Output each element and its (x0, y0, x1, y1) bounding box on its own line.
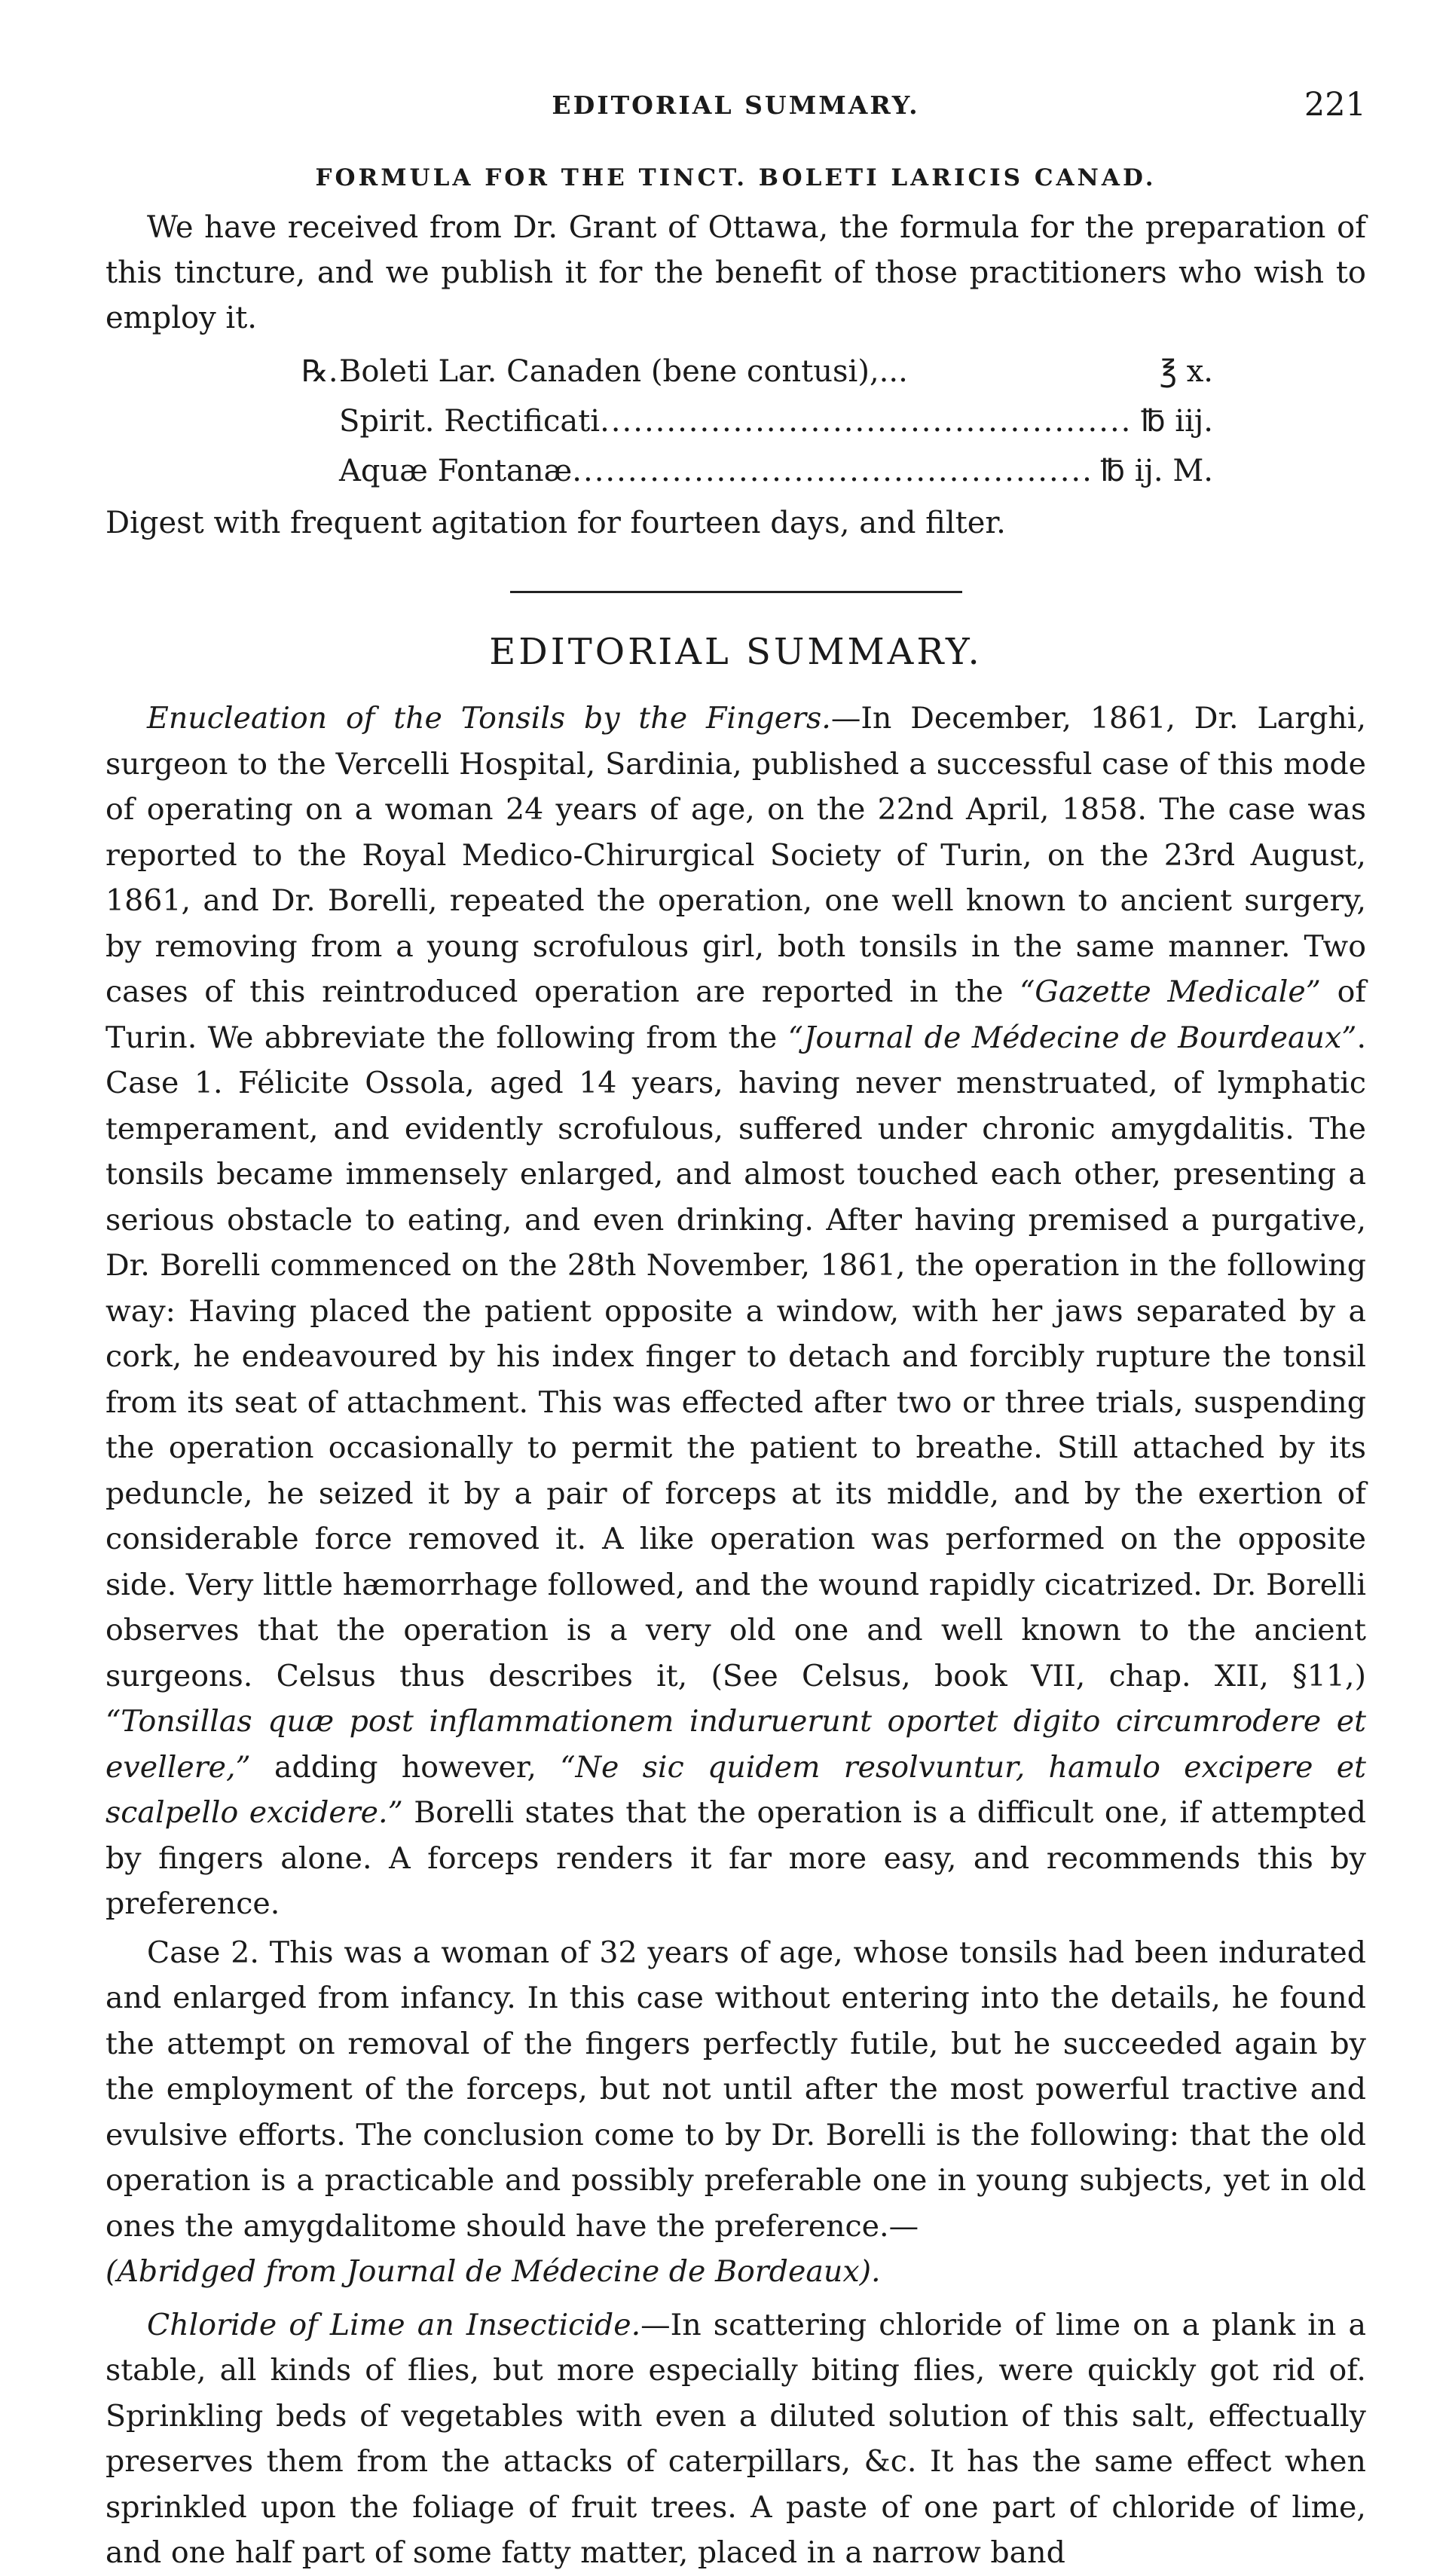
citation-gazette: “Gazette Medicale” (1019, 974, 1321, 1009)
leader-dots (572, 446, 1091, 496)
ingredient-name: Aquæ Fontanæ (339, 454, 573, 488)
recipe-line (339, 396, 1213, 446)
article-case-2 (105, 1930, 1366, 2295)
formula-title: FORMULA FOR THE TINCT. BOLETI LARICIS CANAD. (315, 164, 1157, 191)
article-source: (Abridged from Journal de Médecine de Bordeaux). (105, 2254, 881, 2289)
editorial-body (105, 696, 1366, 2576)
section-divider (510, 591, 962, 593)
ingredient-name: Spirit. Rectificati (339, 404, 601, 439)
citation-journal: “Journal de Médecine de Bourdeaux” (787, 1020, 1357, 1055)
recipe-ingredient (301, 347, 908, 396)
formula-recipe (301, 347, 1366, 496)
article-text: Borelli states that the operation is a difficult one, if attempted by fingers alone. A forceps renders it far more easy, and recommends this by preference. (105, 1795, 1367, 1921)
editorial-title: EDITORIAL SUMMARY. (489, 631, 983, 673)
page-number: 221 (1304, 86, 1366, 124)
latin-quote: “Tonsillas quæ post inflammationem induruerunt oportet digito circumrodere et evellere,” (105, 1704, 1366, 1785)
leader-dots (600, 396, 1132, 446)
article-text: . Case 1. Félicite Ossola, aged 14 years, having never menstruated, of lymphatic temperament, and evidently scrofulous, suffered under chronic amygdalitis. The tonsils became immensely enlarged, and almost touched each other, presenting a serious obstacle to eating, and even drinking. After having premised a purgative, Dr. Borelli commenced on the 28th November, 1861, the operation in the following way: Having placed the patient opposite a window, with her jaws separated by a cork, he endeavoured by his index finger to detach and forcibly rupture the tonsil from its seat of attachment. This was effected after two or three trials, suspending the operation occasionally to permit the patient to breathe. Still attached by its peduncle, he seized it by a pair of forceps at its middle, and by the exertion of considerable force removed it. A like operation was performed on the opposite side. Very little hæmorrhage followed, and the wound rapidly cicatrized. Dr. Borelli observes that the operation is a very old one and well known to the ancient surgeons. Celsus thus describes it, (See Celsus, book VII, chap. XII, §11,) (105, 1020, 1366, 1693)
article-text: adding however, (250, 1749, 561, 1785)
formula-directions: Digest with frequent agitation for fourteen days, and filter. (105, 506, 1006, 540)
article-heading: Enucleation of the Tonsils by the Fingers. (147, 701, 831, 736)
article-enucleation (105, 696, 1366, 1927)
rx-symbol: ℞. (301, 354, 338, 389)
formula-intro: We have received from Dr. Grant of Ottawa, the formula for the preparation of this tincture, and we publish it for the benefit of those practitioners who wish to employ it. (105, 210, 1366, 335)
recipe-line (301, 347, 1213, 396)
ingredient-qty: ℔ ij. M. (1100, 454, 1213, 488)
latin-quote: “Ne sic quidem resolvuntur, hamulo excipere et scalpello excidere.” (105, 1749, 1366, 1830)
recipe-line (339, 446, 1213, 496)
article-text: —In December, 1861, Dr. Larghi, surgeon to the Vercelli Hospital, Sardinia, published a successful case of this mode of operating on a woman 24 years of age, on the 22nd April, 1858. The case was reported to the Royal Medico-Chirurgical Society of Turin, on the 23rd August, 1861, and Dr. Borelli, repeated the operation, one well known to ancient surgery, by removing from a young scrofulous girl, both tonsils in the same manner. Two cases of this reintroduced operation are reported in the (105, 701, 1366, 1009)
ingredient-name: Boleti Lar. Canaden (bene contusi),... (339, 354, 908, 389)
article-chloride (105, 2302, 1366, 2576)
page-header (105, 86, 1366, 143)
ingredient-qty: ℥ x. (1159, 354, 1213, 389)
article-text: Case 2. This was a woman of 32 years of age, whose tonsils had been indurated and enlarged from infancy. In this case without entering into the details, he found the attempt on removal of the fingers perfectly futile, but he succeeded again by the employment of the forceps, but not until after the most powerful tractive and evulsive efforts. The conclusion come to by Dr. Borelli is the following: that the old operation is a practicable and possibly preferable one in young subjects, yet in old ones the amygdalitome should have the preference.— (105, 1935, 1366, 2244)
article-text: of Turin. We abbreviate the following from the (105, 974, 1366, 1055)
running-title: EDITORIAL SUMMARY. (552, 90, 920, 120)
ingredient-qty: ℔ iij. (1140, 404, 1213, 439)
article-heading: Chloride of Lime an Insecticide. (147, 2307, 641, 2342)
article-text: —In scattering chloride of lime on a plank in a stable, all kinds of flies, but more especially biting flies, were quickly got rid of. Sprinkling beds of vegetables with even a diluted solution of this salt, effectually preserves them from the attacks of caterpillars, &c. It has the same effect when sprinkled upon the foliage of fruit trees. A paste of one part of chloride of lime, and one half part of some fatty matter, placed in a narrow band (105, 2307, 1366, 2570)
